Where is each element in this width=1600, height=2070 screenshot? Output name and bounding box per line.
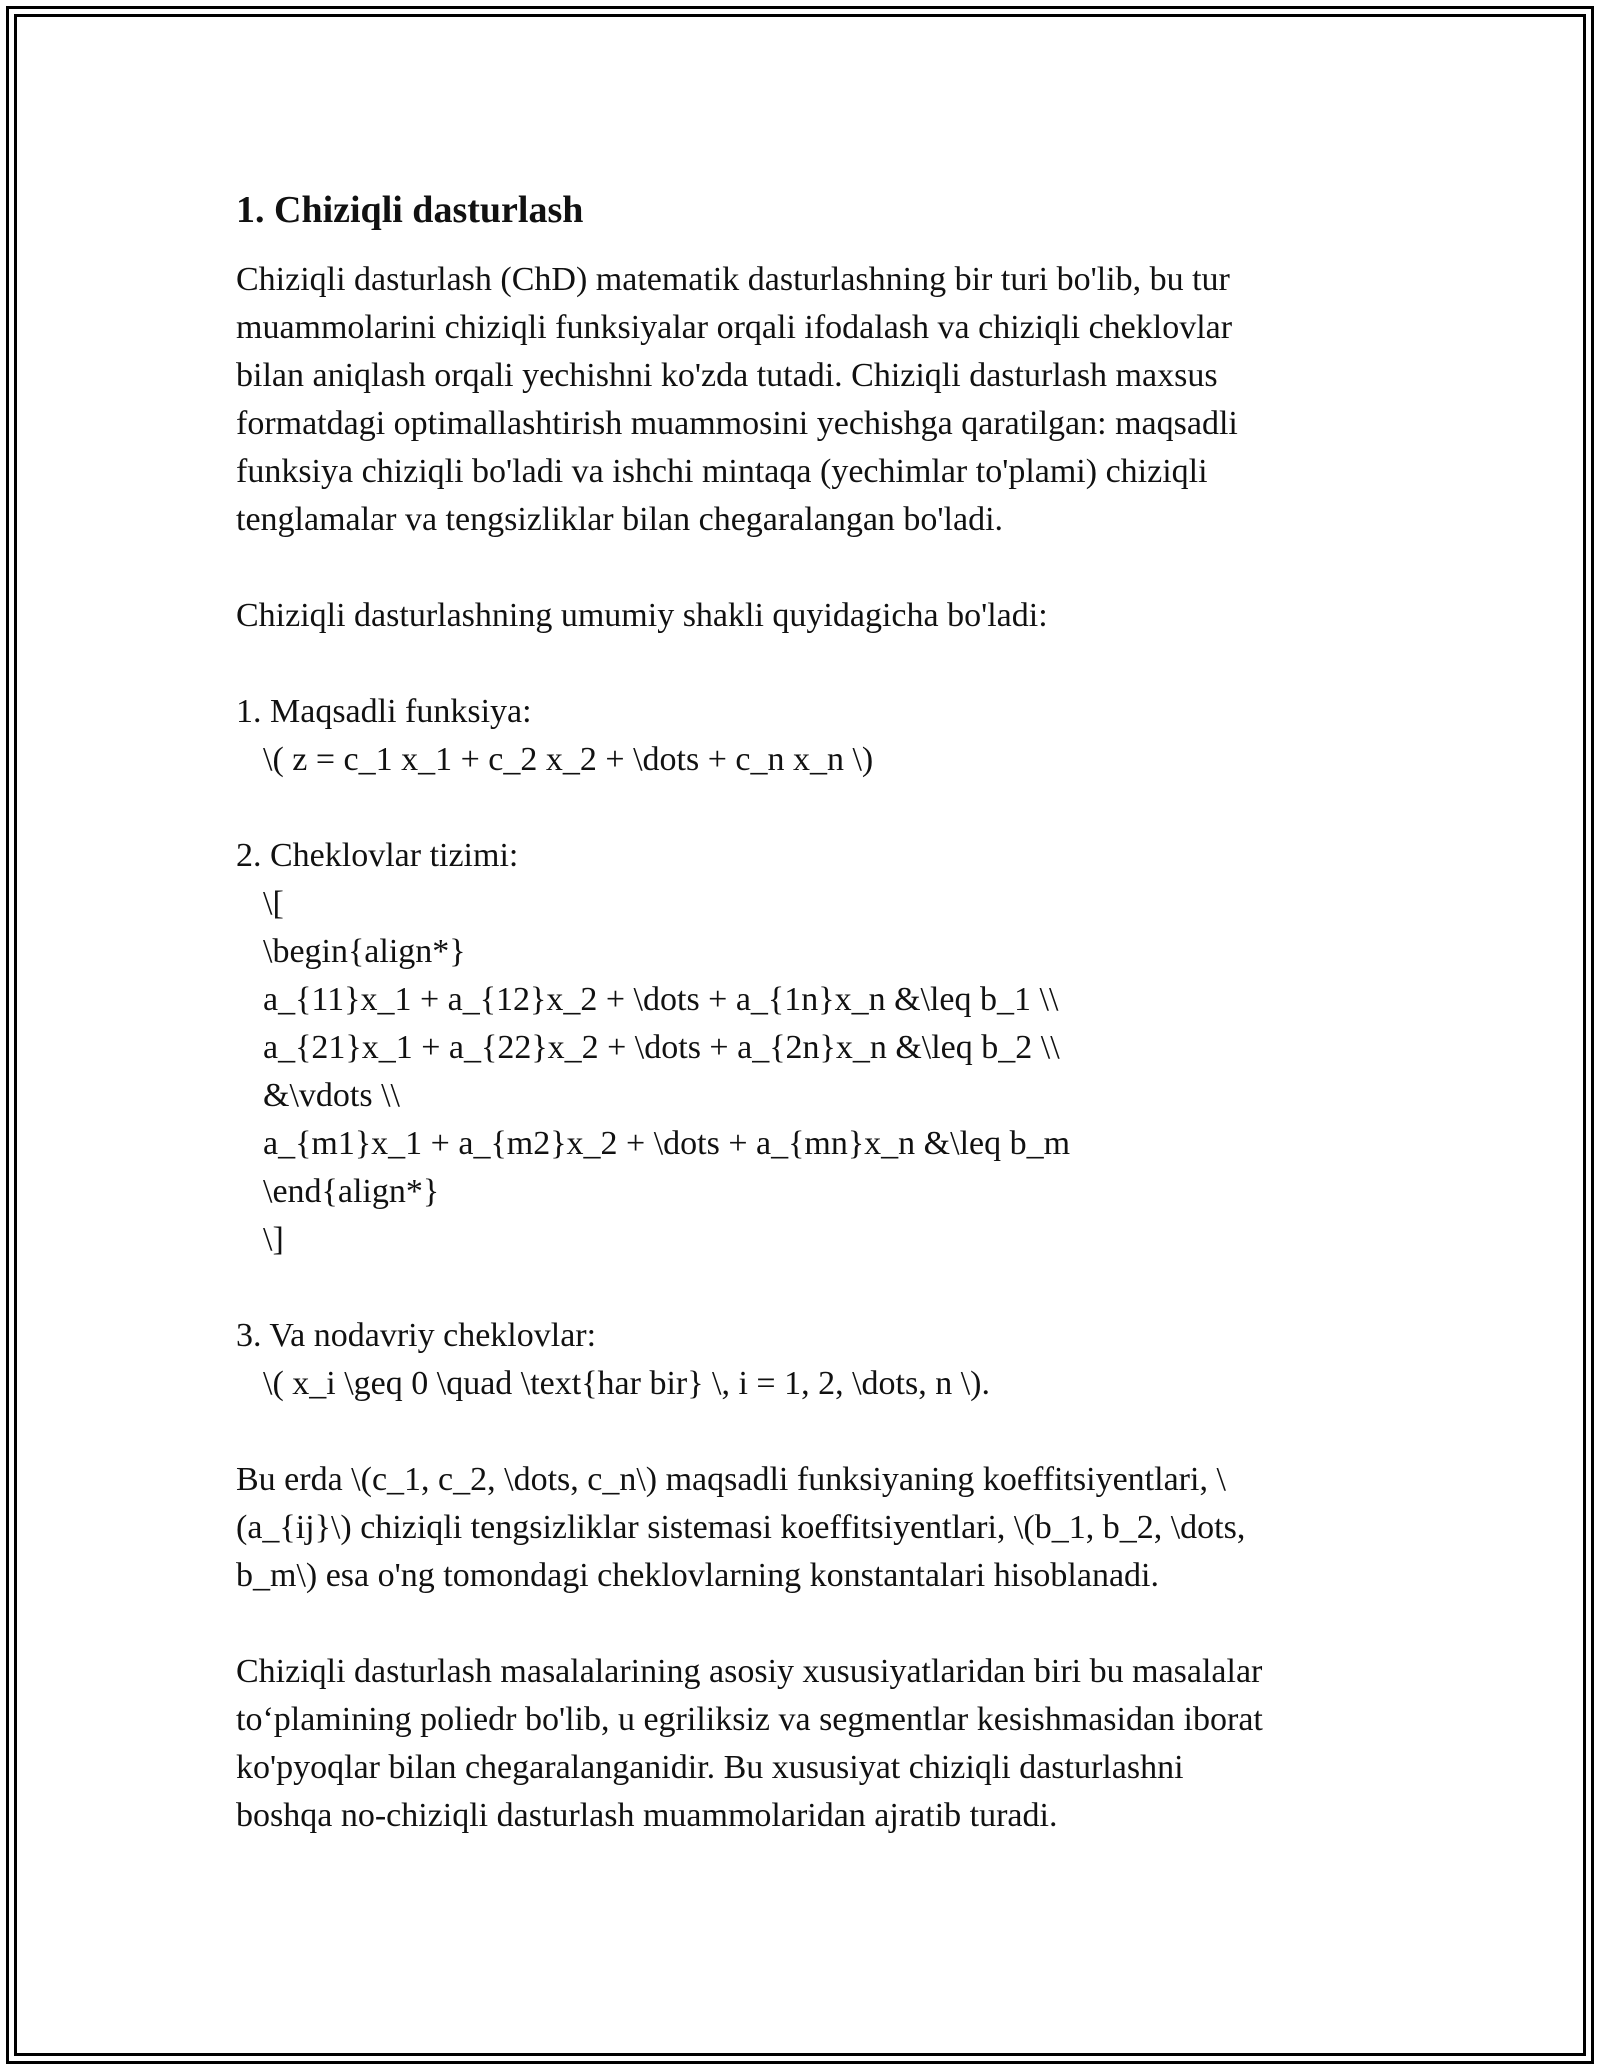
intro-line: bilan aniqlash orqali yechishni ko'zda tutadi. Chiziqli dasturlash maxsus [236, 357, 1218, 394]
nonnegativity-formula: \( x_i \geq 0 \quad \text{har bir} \, i = 1, 2, \dots, n \). [263, 1365, 990, 1402]
closing-paragraph [236, 1648, 1366, 1840]
objective-function-item [236, 688, 1366, 784]
intro-line: muammolarini chiziqli funksiyalar orqali ifodalash va chiziqli cheklovlar [236, 309, 1233, 346]
constraints-item [236, 832, 1366, 1264]
constraints-formula-line: \] [263, 1221, 284, 1258]
constraints-formula-line: &\vdots \\ [263, 1077, 400, 1114]
intro-line: tenglamalar va tengsizliklar bilan chegaralangan bo'ladi. [236, 501, 1004, 538]
objective-title: 1. Maqsadli funksiya: [236, 693, 532, 730]
explanation-line: (a_{ij}\) chiziqli tengsizliklar sistemasi koeffitsiyentlari, \(b_1, b_2, \dots, [236, 1509, 1246, 1546]
explanation-paragraph [236, 1456, 1366, 1600]
explanation-line: b_m\) esa o'ng tomondagi cheklovlarning konstantalari hisoblanadi. [236, 1557, 1159, 1594]
constraints-formula-line: a_{11}x_1 + a_{12}x_2 + \dots + a_{1n}x_n &\leq b_1 \\ [263, 981, 1059, 1018]
general-form-paragraph [236, 592, 1366, 640]
explanation-line: Bu erda \(c_1, c_2, \dots, c_n\) maqsadli funksiyaning koeffitsiyentlari, \ [236, 1461, 1226, 1498]
section-heading: 1. Chiziqli dasturlash [236, 189, 584, 231]
intro-line: Chiziqli dasturlash (ChD) matematik dasturlashning bir turi bo'lib, bu tur [236, 261, 1230, 298]
constraints-formula-line: \end{align*} [263, 1173, 440, 1210]
constraints-formula-line: \[ [263, 885, 284, 922]
closing-line: boshqa no-chiziqli dasturlash muammolaridan ajratib turadi. [236, 1797, 1058, 1834]
objective-formula: \( z = c_1 x_1 + c_2 x_2 + \dots + c_n x_n \) [263, 741, 874, 778]
intro-paragraph [236, 256, 1366, 544]
closing-line: to‘plamining poliedr bo'lib, u egriliksiz va segmentlar kesishmasidan iborat [236, 1701, 1263, 1738]
constraints-formula-line: \begin{align*} [263, 933, 466, 970]
nonnegativity-title: 3. Va nodavriy cheklovlar: [236, 1317, 597, 1354]
intro-line: formatdagi optimallashtirish muammosini yechishga qaratilgan: maqsadli [236, 405, 1238, 442]
general-form-text: Chiziqli dasturlashning umumiy shakli quyidagicha bo'ladi: [236, 597, 1048, 634]
constraints-formula-line: a_{m1}x_1 + a_{m2}x_2 + \dots + a_{mn}x_n &\leq b_m [263, 1125, 1071, 1162]
constraints-title: 2. Cheklovlar tizimi: [236, 837, 519, 874]
closing-line: ko'pyoqlar bilan chegaralanganidir. Bu xususiyat chiziqli dasturlashni [236, 1749, 1184, 1786]
document-body [236, 184, 1366, 1840]
intro-line: funksiya chiziqli bo'ladi va ishchi mintaqa (yechimlar to'plami) chiziqli [236, 453, 1208, 490]
nonnegativity-item [236, 1312, 1366, 1408]
closing-line: Chiziqli dasturlash masalalarining asosiy xususiyatlaridan biri bu masalalar [236, 1653, 1263, 1690]
constraints-formula-line: a_{21}x_1 + a_{22}x_2 + \dots + a_{2n}x_n &\leq b_2 \\ [263, 1029, 1060, 1066]
